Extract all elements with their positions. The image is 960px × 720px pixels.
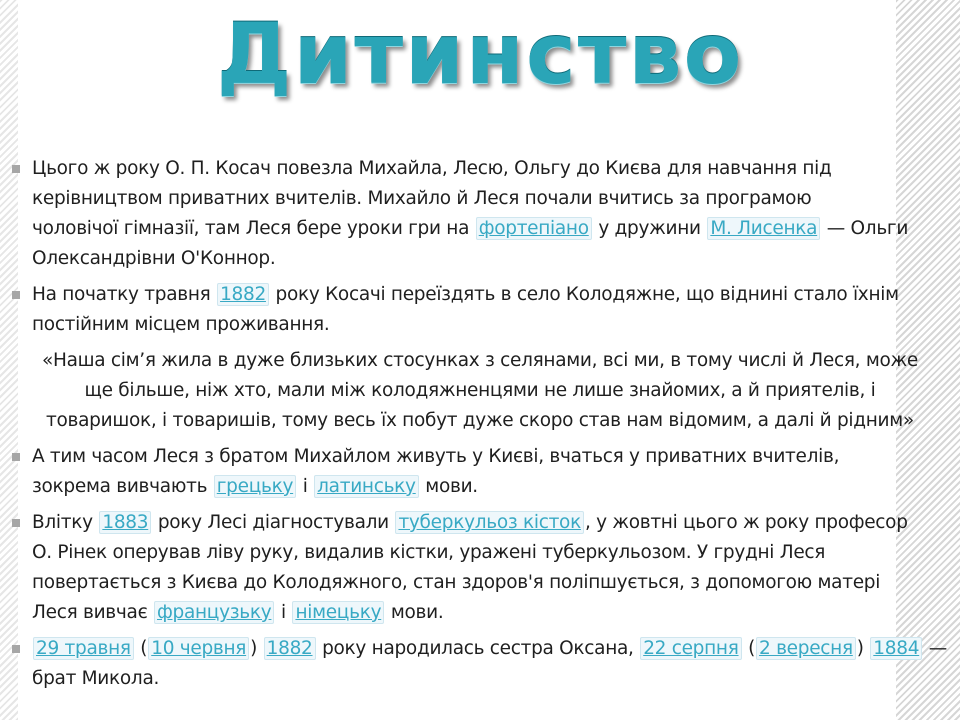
link-1882[interactable]: 1882 <box>217 283 269 306</box>
text-line <box>32 280 950 310</box>
text-line: А тим часом Леся з братом Михайлом живуть у Києві, вчаться у приватних вчителів, <box>32 446 840 467</box>
text-line <box>32 598 950 628</box>
link-1884[interactable]: 1884 <box>870 637 922 660</box>
bullet-icon <box>12 291 20 299</box>
link-29-may[interactable]: 29 травня <box>33 637 134 660</box>
paragraph-4 <box>10 508 950 628</box>
link-greek[interactable]: грецьку <box>214 475 296 498</box>
link-german[interactable]: німецьку <box>292 601 384 624</box>
link-latin[interactable]: латинську <box>314 475 419 498</box>
text-line <box>32 508 950 538</box>
text-line: Цього ж року О. П. Косач повезла Михайла, Лесю, Ольгу до Києва для навчання під <box>32 158 832 179</box>
link-1883[interactable]: 1883 <box>99 511 151 534</box>
text-line <box>32 214 950 244</box>
link-1882-birth[interactable]: 1882 <box>264 637 316 660</box>
quote-block <box>10 346 950 436</box>
text-segment: і <box>275 602 292 623</box>
bullet-icon <box>12 453 20 461</box>
text-segment: чоловічої гімназії, там Леся бере уроки гри на <box>32 218 475 239</box>
text-segment: мови. <box>385 602 444 623</box>
text-line: брат Микола. <box>32 668 160 689</box>
text-line: Олександрівни О'Коннор. <box>32 248 276 269</box>
text-segment: року Косачі переїздять в село Колодяжне, що віднині стало їхнім <box>269 284 899 305</box>
text-line <box>32 472 950 502</box>
link-fortepiano[interactable]: фортепіано <box>476 217 592 240</box>
text-segment: ( <box>742 638 756 659</box>
slide-title: Дитинство <box>216 5 744 103</box>
text-segment: , у жовтні цього ж року професор <box>584 512 908 533</box>
text-segment: — Ольги <box>821 218 909 239</box>
text-segment: ) <box>250 638 263 659</box>
quote-line: «Наша сім’я жила в дуже близьких стосунках з селянами, всі ми, в тому числі й Леся, може <box>42 350 918 371</box>
link-22-august[interactable]: 22 серпня <box>640 637 741 660</box>
link-bone-tuberculosis[interactable]: туберкульоз кісток <box>395 511 584 534</box>
text-segment: мови. <box>419 476 478 497</box>
text-segment: На початку травня <box>32 284 217 305</box>
text-line: керівництвом приватних вчителів. Михайло й Леся почали вчитись за програмою <box>32 188 812 209</box>
paragraph-2 <box>10 280 950 340</box>
text-segment: року народилась сестра Оксана, <box>316 638 640 659</box>
text-segment: ) <box>856 638 870 659</box>
paragraph-1 <box>10 154 950 274</box>
text-segment: Леся вивчає <box>32 602 154 623</box>
link-lysenko[interactable]: М. Лисенка <box>707 217 820 240</box>
bullet-icon <box>12 645 20 653</box>
text-line: О. Рінек оперував ліву руку, видалив кістки, уражені туберкульозом. У грудні Леся <box>32 542 826 563</box>
paragraph-5 <box>10 634 950 694</box>
text-segment: зокрема вивчають <box>32 476 213 497</box>
text-line: повертається з Києва до Колодяжного, стан здоров'я поліпшується, з допомогою матері <box>32 572 881 593</box>
text-segment: ( <box>134 638 148 659</box>
bullet-icon <box>12 165 20 173</box>
text-segment: Влітку <box>32 512 99 533</box>
text-segment: — <box>923 638 947 659</box>
quote-line: ще більше, ніж хто, мали між колодяжненцями не лише знайомих, а й приятелів, і <box>84 380 876 401</box>
link-french[interactable]: французьку <box>154 601 274 624</box>
text-segment: і <box>297 476 314 497</box>
slide-content <box>10 154 950 700</box>
text-line <box>32 634 950 664</box>
text-segment: року Лесі діагностували <box>152 512 395 533</box>
quote-line: товаришок, і товаришів, тому весь їх побут дуже скоро став нам відомим, а далі й рідним» <box>46 410 914 431</box>
link-10-june[interactable]: 10 червня <box>148 637 249 660</box>
text-segment: у дружини <box>592 218 707 239</box>
link-2-september[interactable]: 2 вересня <box>756 637 856 660</box>
paragraph-3 <box>10 442 950 502</box>
text-line: постійним місцем проживання. <box>32 314 330 335</box>
bullet-icon <box>12 519 20 527</box>
